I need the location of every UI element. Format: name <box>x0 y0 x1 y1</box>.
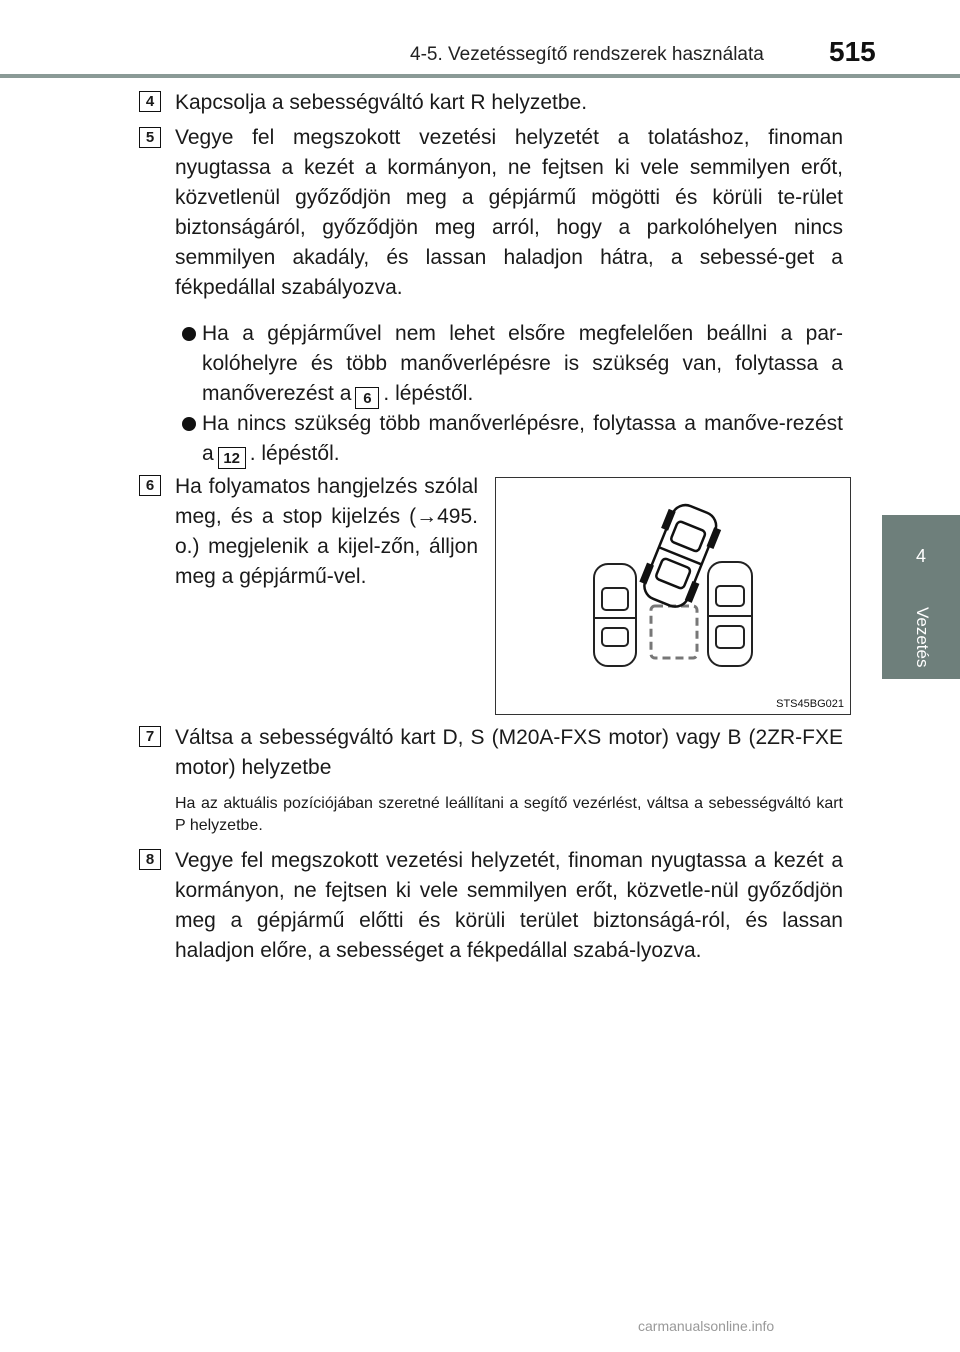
step-number-6: 6 <box>139 475 161 496</box>
step-text-5: Vegye fel megszokott vezetési helyzetét a tolatáshoz, finoman nyugtassa a kezét a kormányon, ne fejtsen ki vele semmilyen erőt, közvetlenül győződjön meg a gépjármű mögötti és körüli te-rület biztonságáról, győződjön meg arról, hogy a parkolóhelyen nincs semmilyen akadály, és lassan haladjon hátra, a sebessé-get a fékpedállal szabályozva. <box>175 126 843 299</box>
step-ref-12: 12 <box>218 447 246 469</box>
note-text: Ha az aktuális pozíciójában szeretné leállítani a segítő vezérlést, váltsa a sebességváltó kart P helyzetbe. <box>175 795 843 834</box>
figure-code: STS45BG021 <box>776 698 844 710</box>
step-text-8: Vegye fel megszokott vezetési helyzetét, finoman nyugtassa a kezét a kormányon, ne fejtsen ki vele semmilyen erőt, közvetle-nül győződjön meg a gépjármű előtti és körüli terület biztonságá-ról, és lassan haladjon előre, a sebességet a fékpedállal szabá-lyozva. <box>175 849 843 962</box>
bullet-dot-icon <box>182 327 196 341</box>
bullet-text: Ha a gépjárművel nem lehet elsőre megfelelően beállni a par-kolóhelyre és több manőverlépésre is szükség van, folytassa a manőverezést a <box>202 322 843 405</box>
step-ref-6: 6 <box>355 387 379 409</box>
parked-car-right <box>708 562 752 666</box>
bullet-text-end: . lépéstől. <box>249 442 340 465</box>
target-parking-space <box>651 606 697 658</box>
step-number-8: 8 <box>139 849 161 870</box>
bullet-dot-icon <box>182 417 196 431</box>
section-title: 4-5. Vezetéssegítő rendszerek használata <box>410 44 764 65</box>
bullet-text-end: . lépéstől. <box>383 382 474 405</box>
page-number: 515 <box>829 36 876 67</box>
chapter-label: Vezetés <box>913 607 932 668</box>
parked-car-left <box>594 564 636 666</box>
step-number-7: 7 <box>139 726 161 747</box>
chapter-label-box <box>882 597 960 679</box>
header-rule <box>0 74 960 78</box>
step-number-5: 5 <box>139 127 161 148</box>
parking-illustration <box>495 477 851 715</box>
footer-watermark: carmanualsonline.info <box>638 1318 775 1334</box>
bullet-text: Ha nincs szükség több manőverlépésre, folytassa a manőve-rezést a <box>202 412 843 465</box>
step-number-4: 4 <box>139 91 161 112</box>
step-text-7: Váltsa a sebességváltó kart D, S (M20A-FXS motor) vagy B (2ZR-FXE motor) helyzetbe <box>175 726 843 779</box>
step-text-4: Kapcsolja a sebességváltó kart R helyzetbe. <box>175 91 588 114</box>
maneuvering-car <box>636 499 724 612</box>
chapter-number: 4 <box>882 515 960 597</box>
step-text-6: Ha folyamatos hangjelzés szólal meg, és a stop kijelzés (→495. o.) megjelenik a kijel-zőn, álljon meg a gépjármű-vel. <box>175 475 478 588</box>
parking-cars-drawing <box>496 478 850 714</box>
